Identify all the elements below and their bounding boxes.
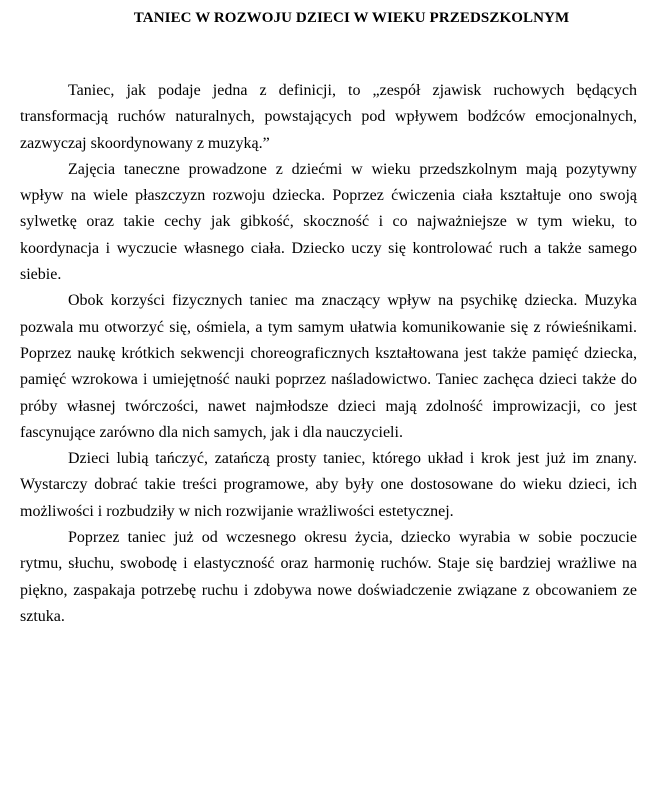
document-page xyxy=(20,0,637,630)
paragraph-children-like-dancing: Dzieci lubią tańczyć, zatańczą prosty taniec, którego układ i krok jest już im znany. Wystarczy dobrać takie treści programowe, aby były one dostosowane do wieku dzieci, ich możliwości i rozbudziły w nich rozwijanie wrażliwości estetycznej. xyxy=(20,450,637,520)
document-title: TANIEC W ROZWOJU DZIECI W WIEKU PRZEDSZKOLNYM xyxy=(133,10,570,26)
document-body xyxy=(20,78,637,630)
paragraph-psychological-benefits: Obok korzyści fizycznych taniec ma znaczący wpływ na psychikę dziecka. Muzyka pozwala mu otworzyć się, ośmiela, a tym samym ułatwia komunikowanie się z rówieśnikami. Poprzez naukę krótkich sekwencji choreograficznych kształtowana jest także pamięć dziecka, pamięć wzrokowa i umiejętność nauki poprzez naśladowictwo. Taniec zachęca dzieci także do próby własnej twórczości, nawet najmłodsze dzieci mają zdolność improwizacji, co jest fascynujące zarówno dla nich samych, jak i dla nauczycieli. xyxy=(20,292,637,441)
paragraph-rhythm-and-harmony: Poprzez taniec już od wczesnego okresu życia, dziecko wyrabia w sobie poczucie rytmu, słuchu, swobodę i elastyczność oraz harmonię ruchów. Staje się bardziej wrażliwe na piękno, zaspakaja potrzebę ruchu i zdobywa nowe doświadczenie związane z obcowaniem ze sztuka. xyxy=(20,529,637,625)
paragraph-physical-development: Zajęcia taneczne prowadzone z dziećmi w wieku przedszkolnym mają pozytywny wpływ na wiele płaszczyzn rozwoju dziecka. Poprzez ćwiczenia ciała kształtuje ono swoją sylwetkę oraz takie cechy jak gibkość, skoczność i co najważniejsze w tym wieku, to koordynacja i wyczucie własnego ciała. Dziecko uczy się kontrolować ruch a także samego siebie. xyxy=(20,160,637,284)
paragraph-definition: Taniec, jak podaje jedna z definicji, to „zespół zjawisk ruchowych będących transformacją ruchów naturalnych, powstających pod wpływem bodźców emocjonalnych, zazwyczaj skoordynowany z muzyką.” xyxy=(20,82,637,152)
